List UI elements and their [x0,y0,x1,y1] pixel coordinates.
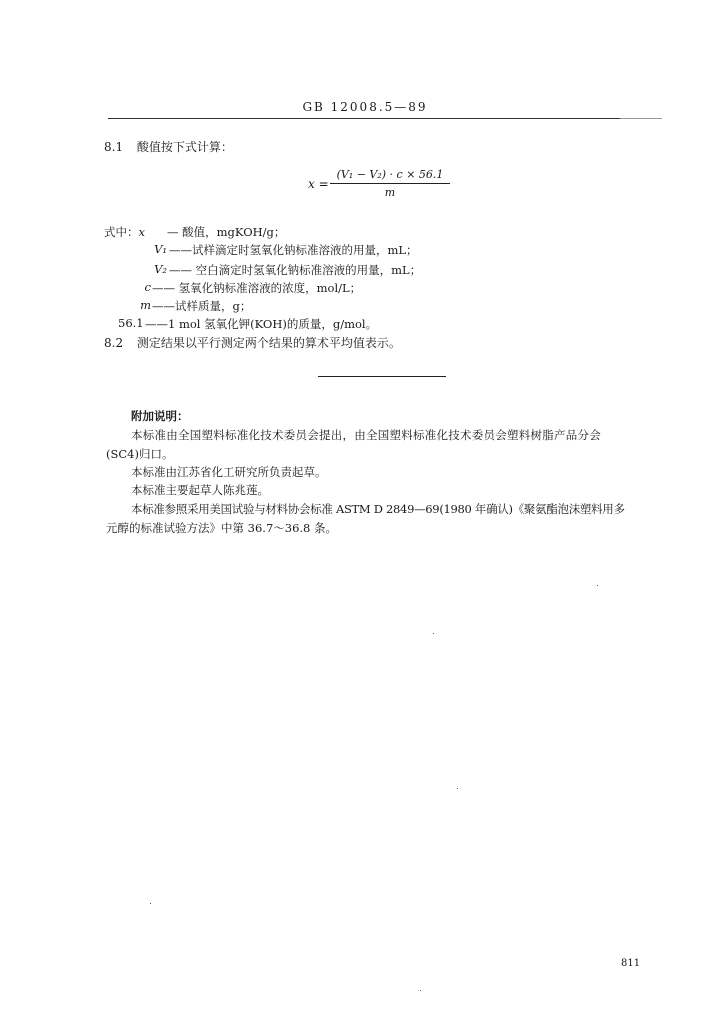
where-symbol-c: c [144,280,151,294]
formula-lhs: x = [308,177,329,191]
notes-para3: 本标准主要起草人陈兆莲。 [131,483,269,497]
where-line-v1: ——试样滴定时氢氧化钠标准溶液的用量，mL； [169,243,418,257]
notes-para4-line2: 元醇的标准试验方法》中第 36.7～36.8 条。 [106,521,338,535]
where-line-x: — 酸值，mgKOH/g； [167,225,286,239]
formula-denominator: m [384,186,396,199]
scan-speck [597,585,598,586]
where-symbol-56: 56.1 [118,316,144,330]
where-symbol-v2: V₂ [154,262,167,276]
standard-code: GB 12008.5—89 [302,100,428,114]
where-symbol-x: x [138,225,145,239]
where-line-v2: —— 空白滴定时氢氧化钠标准溶液的用量，mL； [169,263,422,277]
where-symbol-v1: V₁ [154,242,167,256]
header-rule-tail [620,118,662,119]
scan-speck [420,990,421,991]
section-8-1-number: 8.1 [104,140,124,154]
where-label: 式中： [104,225,139,239]
notes-para1-line1: 本标准由全国塑料标准化技术委员会提出，由全国塑料标准化技术委员会塑料树脂产品分会 [131,428,601,442]
scan-speck [457,788,458,789]
where-line-56: ——1 mol 氢氧化钾(KOH)的质量，g/mol。 [145,317,378,331]
section-8-1 [104,138,233,155]
notes-para2: 本标准由江苏省化工研究所负责起草。 [131,465,327,479]
where-line-m: ——试样质量，g； [152,299,252,313]
formula-fraction [330,168,450,199]
section-8-2-number: 8.2 [104,336,124,350]
section-8-2-text: 测定结果以平行测定两个结果的算术平均值表示。 [136,336,401,350]
notes-para4-line1: 本标准参照采用美国试验与材料协会标准 ASTM D 2849—69(1980 年确认)《聚氨酯泡沫塑料用多 [131,502,625,516]
where-intro [104,224,145,240]
scan-speck [150,903,151,904]
where-line-c: —— 氢氧化钠标准溶液的浓度，mol/L； [152,281,362,295]
end-rule [318,376,446,377]
notes-para1-line2: (SC4)归口。 [106,447,174,461]
page-number: 811 [621,958,641,969]
section-8-2 [104,334,401,351]
section-8-1-text: 酸值按下式计算： [136,140,233,154]
header-rule [108,118,656,119]
scan-speck [433,633,434,634]
formula-numerator: (V₁ − V₂) · c × 56.1 [330,168,450,184]
notes-title: 附加说明： [131,409,189,423]
where-symbol-m: m [140,298,151,312]
